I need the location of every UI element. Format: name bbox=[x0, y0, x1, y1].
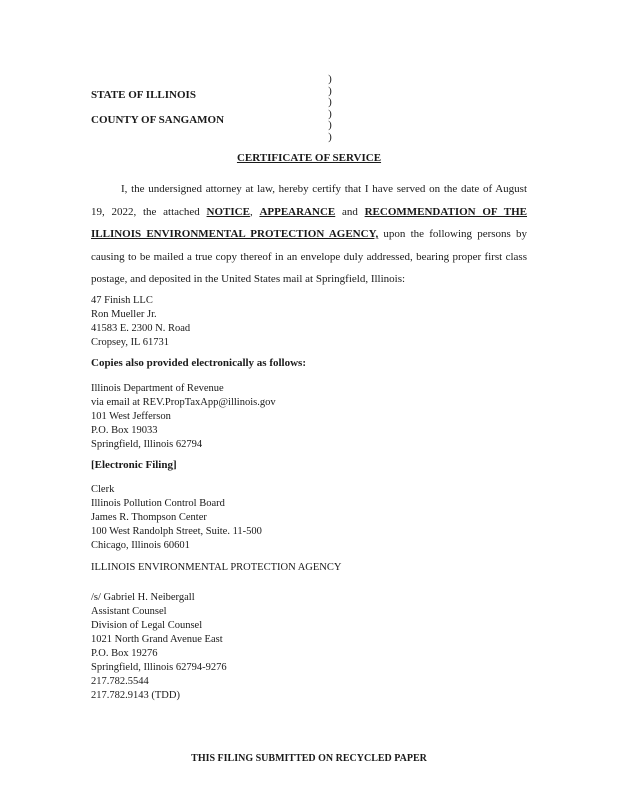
notice-doc-title: NOTICE bbox=[206, 205, 250, 218]
paren: ) bbox=[328, 130, 332, 143]
address-line: P.O. Box 19033 bbox=[91, 425, 158, 436]
address-line: via email at REV.PropTaxApp@illinois.gov bbox=[91, 397, 276, 408]
caption-parentheses bbox=[325, 74, 335, 143]
signature-line: P.O. Box 19276 bbox=[91, 648, 158, 659]
address-line: 41583 E. 2300 N. Road bbox=[91, 323, 191, 334]
address-line: Clerk bbox=[91, 484, 115, 495]
paragraph-text: upon the following persons by causing to be mailed a true copy thereof in an envelope duly addressed, bearing proper first class postage, and deposited in the United States mail at Springfield, Illinois: bbox=[91, 228, 527, 285]
address-line: 101 West Jefferson bbox=[91, 411, 171, 422]
address-line: 47 Finish LLC bbox=[91, 295, 153, 306]
paren: ) bbox=[328, 107, 332, 120]
address-line: Chicago, Illinois 60601 bbox=[91, 540, 190, 551]
signature-block bbox=[91, 591, 227, 703]
address-line: Illinois Department of Revenue bbox=[91, 383, 224, 394]
signature-line: 1021 North Grand Avenue East bbox=[91, 634, 223, 645]
address-line: Cropsey, IL 61731 bbox=[91, 337, 169, 348]
certification-paragraph bbox=[91, 178, 527, 291]
paren: ) bbox=[328, 96, 332, 108]
county-caption: COUNTY OF SANGAMON bbox=[91, 114, 225, 126]
paragraph-separator: , bbox=[249, 205, 260, 218]
paragraph-text: I, the undersigned attorney at law, hereby certify that I have served on the date of August 19, 2022, the attached bbox=[91, 183, 527, 218]
document-title: CERTIFICATE OF SERVICE bbox=[236, 152, 382, 164]
paren: ) bbox=[328, 73, 332, 85]
signature-line: Assistant Counsel bbox=[91, 606, 167, 617]
state-caption: STATE OF ILLINOIS bbox=[91, 89, 196, 101]
address-line: Ron Mueller Jr. bbox=[91, 309, 157, 320]
address-line: Illinois Pollution Control Board bbox=[91, 498, 225, 509]
paren: ) bbox=[328, 119, 332, 131]
recommendation-doc-title: RECOMMENDATION OF THE ILLINOIS ENVIRONMENTAL PROTECTION AGENCY, bbox=[91, 205, 528, 240]
address-line: 100 West Randolph Street, Suite. 11-500 bbox=[91, 526, 262, 537]
signature-line: Division of Legal Counsel bbox=[91, 620, 203, 631]
address-line: Springfield, Illinois 62794 bbox=[91, 439, 203, 450]
clerk-address bbox=[91, 483, 262, 553]
page-footer: THIS FILING SUBMITTED ON RECYCLED PAPER bbox=[191, 753, 427, 764]
recipient-address bbox=[91, 294, 190, 350]
address-line: James R. Thompson Center bbox=[91, 512, 207, 523]
paren: ) bbox=[328, 84, 332, 97]
appearance-doc-title: APPEARANCE bbox=[259, 205, 336, 218]
agency-name: ILLINOIS ENVIRONMENTAL PROTECTION AGENCY bbox=[91, 562, 342, 573]
signature-line: Springfield, Illinois 62794-9276 bbox=[91, 662, 227, 673]
revenue-address bbox=[91, 382, 276, 452]
signature-line: 217.782.9143 (TDD) bbox=[91, 690, 180, 701]
signature-line: 217.782.5544 bbox=[91, 676, 149, 687]
paragraph-separator: and bbox=[335, 205, 365, 218]
electronic-filing-heading: [Electronic Filing] bbox=[91, 459, 177, 471]
signature-line: /s/ Gabriel H. Neibergall bbox=[91, 592, 195, 603]
electronic-copies-heading: Copies also provided electronically as follows: bbox=[91, 357, 307, 369]
